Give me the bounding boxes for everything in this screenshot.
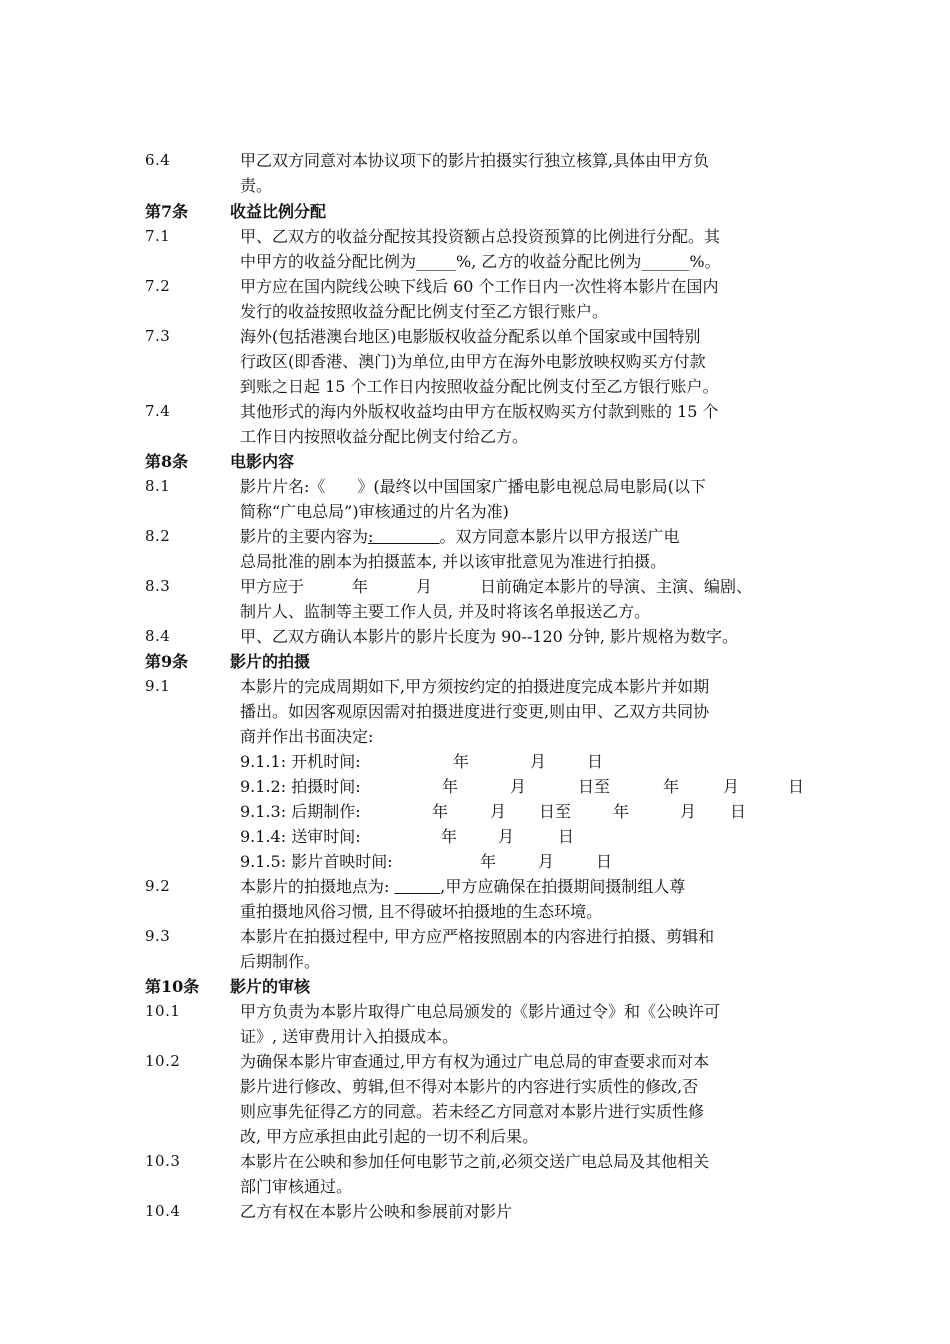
clause-text xyxy=(240,474,810,524)
day-unit: 日 xyxy=(788,777,805,796)
section-title: 影片的审核 xyxy=(230,977,311,996)
clause-number: 9.2 xyxy=(145,877,171,895)
blank-field: _____ xyxy=(416,252,457,271)
year-unit: 年 xyxy=(663,777,680,796)
month-unit: 月 xyxy=(498,827,515,846)
clause-text xyxy=(240,1199,810,1224)
clause-text xyxy=(240,524,810,574)
clause-number: 7.3 xyxy=(145,327,171,345)
clause-number: 8.3 xyxy=(145,577,171,595)
text-line: 证》, 送审费用计入拍摄成本。 xyxy=(240,1027,459,1046)
text-segment: ,甲方应确保在拍摄期间摄制组人尊 xyxy=(440,877,686,896)
day-unit: 日 xyxy=(558,827,575,846)
blank-field: : xyxy=(368,527,440,546)
section-title: 电影内容 xyxy=(230,452,295,471)
clause-number: 10.1 xyxy=(145,1002,181,1020)
text-line: 甲方应在国内院线公映下线后 60 个工作日内一次性将本影片在国内 xyxy=(240,277,719,296)
text-line: 发行的收益按照收益分配比例支付至乙方银行账户。 xyxy=(240,302,609,321)
text-line: 重拍摄地风俗习惯, 且不得破坏拍摄地的生态环境。 xyxy=(240,902,603,921)
text-line: 简称“广电总局”)审核通过的片名为准) xyxy=(240,502,509,521)
clause-text xyxy=(240,148,810,198)
blank-field xyxy=(394,877,440,896)
text-line: 责。 xyxy=(240,176,273,195)
text-line: 乙方有权在本影片公映和参展前对影片 xyxy=(240,1202,513,1221)
clause-text xyxy=(240,624,830,649)
month-unit: 月 xyxy=(680,802,697,821)
text-line: 影片进行修改、剪辑,但不得对本影片的内容进行实质性的修改,否 xyxy=(240,1077,699,1096)
text-line xyxy=(240,249,810,274)
text-line xyxy=(240,874,810,899)
clause-text xyxy=(240,674,810,749)
clause-text xyxy=(240,324,810,399)
text-line: 部门审核通过。 xyxy=(240,1177,353,1196)
clause-number: 6.4 xyxy=(145,151,171,169)
month-unit: 月 xyxy=(510,777,527,796)
year-unit: 年 xyxy=(432,802,449,821)
text-line: 本影片的完成周期如下,甲方须按约定的拍摄进度完成本影片并如期 xyxy=(240,677,710,696)
schedule-label: 9.1.2: 拍摄时间: xyxy=(240,777,361,796)
clause-text xyxy=(240,274,810,324)
clause-number: 8.2 xyxy=(145,527,171,545)
clause-number: 10.3 xyxy=(145,1152,181,1170)
clause-number: 7.4 xyxy=(145,402,171,420)
clause-text xyxy=(240,399,810,449)
clause-number: 7.1 xyxy=(145,227,171,245)
section-title: 影片的拍摄 xyxy=(230,652,311,671)
section-number: 第10条 xyxy=(145,977,200,996)
text-line: 影片片名:《 》(最终以中国国家广播电影电视总局电影局(以下 xyxy=(240,477,706,496)
text-segment: 中甲方的收益分配比例为 xyxy=(240,252,417,271)
schedule-label: 9.1.5: 影片首映时间: xyxy=(240,852,393,871)
clause-text xyxy=(240,224,810,274)
day-unit: 日至 xyxy=(578,777,611,796)
clause-number: 8.4 xyxy=(145,627,171,645)
clause-number: 9.3 xyxy=(145,927,171,945)
section-number: 第8条 xyxy=(145,452,189,471)
section-title: 收益比例分配 xyxy=(230,202,327,221)
text-line: 制片人、监制等主要工作人员, 并及时将该名单报送乙方。 xyxy=(240,602,651,621)
text-line: 本影片在公映和参加任何电影节之前,必须交送广电总局及其他相关 xyxy=(240,1152,710,1171)
text-line: 总局批准的剧本为拍摄蓝本, 并以该审批意见为准进行拍摄。 xyxy=(240,552,667,571)
month-unit: 月 xyxy=(530,752,547,771)
clause-number: 10.4 xyxy=(145,1202,181,1220)
month-unit: 月 xyxy=(490,802,507,821)
clause-text xyxy=(240,999,810,1049)
year-unit: 年 xyxy=(442,777,459,796)
year-unit: 年 xyxy=(480,852,497,871)
text-line: 则应事先征得乙方的同意。若未经乙方同意对本影片进行实质性修 xyxy=(240,1102,705,1121)
text-line: 海外(包括港澳台地区)电影版权收益分配系以单个国家或中国特别 xyxy=(240,327,701,346)
text-line xyxy=(240,524,810,549)
text-line: 其他形式的海内外版权收益均由甲方在版权购买方付款到账的 15 个 xyxy=(240,402,719,421)
clause-number: 8.1 xyxy=(145,477,171,495)
section-number: 第7条 xyxy=(145,202,189,221)
text-segment: 影片的主要内容为 xyxy=(240,527,369,546)
text-segment: %, 乙方的收益分配比例为 xyxy=(456,252,642,271)
clause-number: 7.2 xyxy=(145,277,171,295)
year-unit: 年 xyxy=(441,827,458,846)
text-line: 甲方应于 年 月 日前确定本影片的导演、主演、编剧、 xyxy=(240,577,753,596)
schedule-label: 9.1.1: 开机时间: xyxy=(240,752,361,771)
text-segment: 本影片的拍摄地点为: xyxy=(240,877,395,896)
clause-text xyxy=(240,874,810,924)
clause-number: 10.2 xyxy=(145,1052,181,1070)
clause-text xyxy=(240,574,810,624)
text-line: 播出。如因客观原因需对拍摄进度进行变更,则由甲、乙双方共同协 xyxy=(240,702,710,721)
month-unit: 月 xyxy=(723,777,740,796)
text-line: 后期制作。 xyxy=(240,952,321,971)
schedule-label: 9.1.3: 后期制作: xyxy=(240,802,361,821)
schedule-label: 9.1.4: 送审时间: xyxy=(240,827,361,846)
clause-number: 9.1 xyxy=(145,677,171,695)
text-line: 商并作出书面决定: xyxy=(240,727,374,746)
day-unit: 日至 xyxy=(539,802,572,821)
text-line: 甲、乙双方确认本影片的影片长度为 90--120 分钟, 影片规格为数字。 xyxy=(240,627,739,646)
text-segment: 。双方同意本影片以甲方报送广电 xyxy=(439,527,680,546)
day-unit: 日 xyxy=(730,802,747,821)
section-number: 第9条 xyxy=(145,652,189,671)
blank-field: ______ xyxy=(641,252,690,271)
text-segment: %。 xyxy=(689,252,721,271)
text-line: 甲方负责为本影片取得广电总局颁发的《影片通过令》和《公映许可 xyxy=(240,1002,721,1021)
text-line: 改, 甲方应承担由此引起的一切不利后果。 xyxy=(240,1127,539,1146)
month-unit: 月 xyxy=(538,852,555,871)
year-unit: 年 xyxy=(453,752,470,771)
clause-text xyxy=(240,1149,810,1199)
day-unit: 日 xyxy=(587,752,604,771)
text-line: 本影片在拍摄过程中, 甲方应严格按照剧本的内容进行拍摄、剪辑和 xyxy=(240,927,715,946)
text-line: 甲乙双方同意对本协议项下的影片拍摄实行独立核算,具体由甲方负 xyxy=(240,151,710,170)
text-line: 行政区(即香港、澳门)为单位,由甲方在海外电影放映权购买方付款 xyxy=(240,352,706,371)
text-line: 为确保本影片审查通过,甲方有权为通过广电总局的审查要求而对本 xyxy=(240,1052,710,1071)
text-line: 到账之日起 15 个工作日内按照收益分配比例支付至乙方银行账户。 xyxy=(240,377,719,396)
day-unit: 日 xyxy=(596,852,613,871)
year-unit: 年 xyxy=(613,802,630,821)
clause-text xyxy=(240,924,810,974)
text-line: 甲、乙双方的收益分配按其投资额占总投资预算的比例进行分配。其 xyxy=(240,227,721,246)
clause-text xyxy=(240,1049,810,1149)
text-line: 工作日内按照收益分配比例支付给乙方。 xyxy=(240,427,529,446)
